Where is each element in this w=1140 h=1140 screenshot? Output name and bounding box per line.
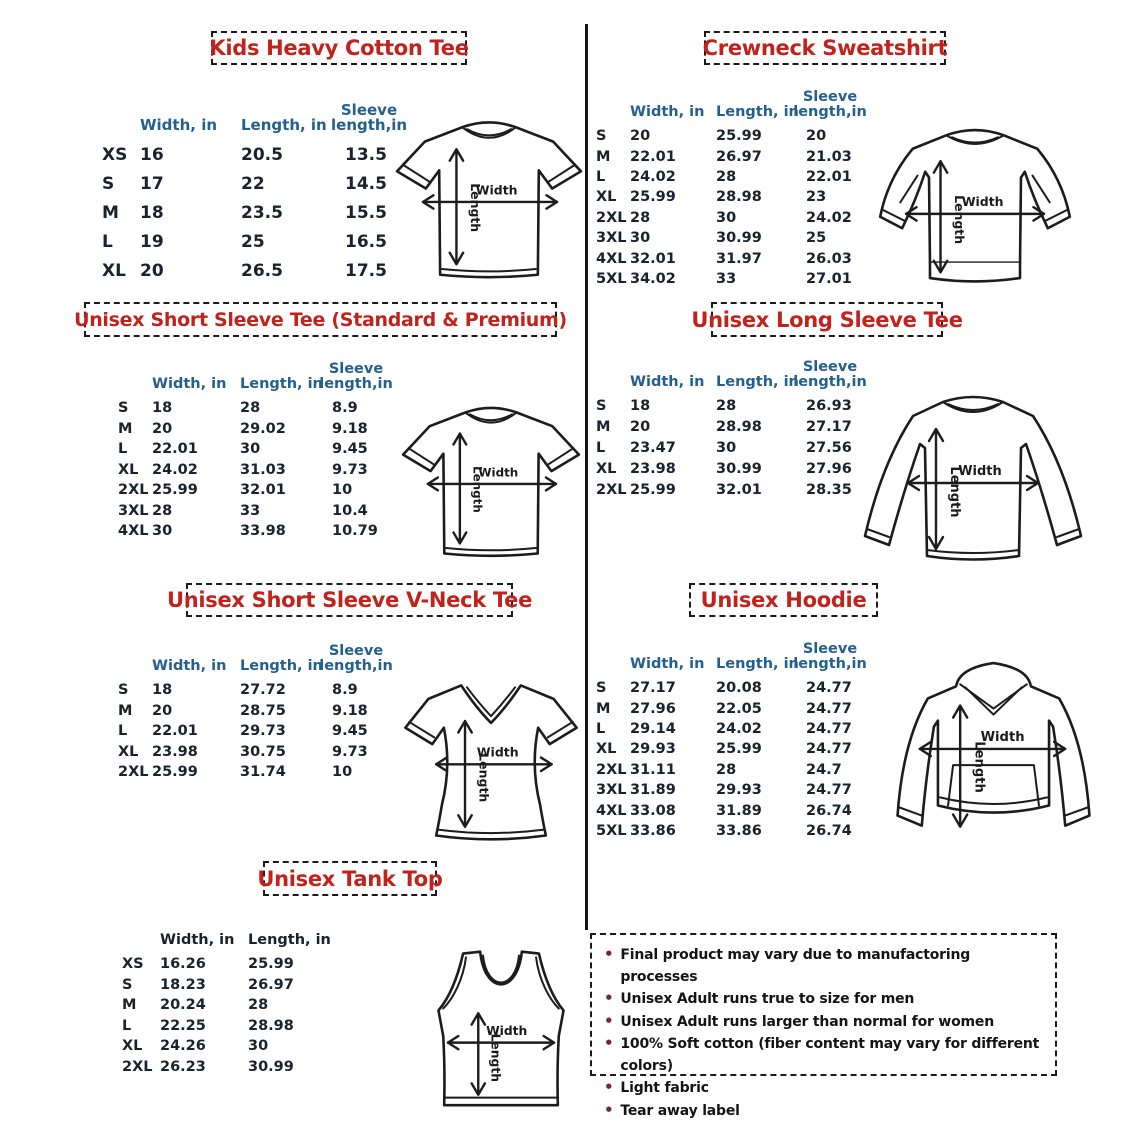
size-label: M — [118, 702, 133, 719]
column-header: Length, in — [716, 103, 799, 120]
measurement-value: 24.77 — [806, 741, 852, 758]
measurement-value: 20 — [140, 260, 164, 281]
measurement-value: 26.93 — [806, 398, 852, 415]
bullet-icon: • — [604, 1100, 614, 1119]
hoodie-illustration — [884, 656, 1104, 858]
column-header: Sleeve length,in — [793, 358, 867, 390]
measurement-value: 18.23 — [160, 976, 206, 993]
size-label: 5XL — [596, 822, 627, 839]
column-header: Sleeve length,in — [319, 642, 393, 674]
measurement-value: 31.74 — [240, 764, 286, 781]
size-table-unisex-short-sleeve-tee — [112, 348, 412, 542]
measurement-value: 30.99 — [716, 460, 762, 477]
size-label: S — [118, 682, 129, 699]
note-text: Light fabric — [620, 1080, 709, 1096]
notes-box — [590, 933, 1057, 1119]
measurement-value: 27.56 — [806, 439, 852, 456]
measurement-value: 23.5 — [241, 202, 283, 223]
width-arrow-label: Width — [476, 744, 519, 760]
section-title-text: Unisex Long Sleeve Tee — [691, 307, 963, 332]
measurement-value: 33.98 — [240, 523, 286, 540]
section-title-text: Kids Heavy Cotton Tee — [209, 36, 469, 60]
measurement-value: 28 — [240, 400, 261, 417]
measurement-value: 31.89 — [716, 802, 762, 819]
size-label: XL — [118, 461, 139, 478]
bullet-icon: • — [604, 989, 614, 1007]
size-label: XL — [122, 1038, 143, 1055]
measurement-value: 24.02 — [806, 209, 852, 226]
measurement-value: 20.08 — [716, 680, 762, 697]
measurement-value: 20 — [630, 128, 651, 145]
size-label: 2XL — [122, 1058, 153, 1075]
measurement-value: 28 — [716, 761, 737, 778]
measurement-value: 25.99 — [248, 956, 294, 973]
size-label: 2XL — [118, 764, 149, 781]
size-label: XS — [122, 956, 144, 973]
measurement-value: 22.05 — [716, 700, 762, 717]
size-label: 4XL — [596, 802, 627, 819]
section-title-crewneck-sweatshirt — [704, 31, 946, 65]
section-title-kids-heavy-cotton-tee — [211, 31, 467, 65]
measurement-value: 28.98 — [716, 419, 762, 436]
section-title-unisex-tank-top — [257, 861, 443, 896]
size-label: L — [102, 231, 113, 252]
measurement-value: 19 — [140, 231, 164, 252]
length-arrow-label: Length — [971, 741, 987, 793]
measurement-value: 24.02 — [716, 720, 762, 737]
measurement-value: 25.99 — [716, 741, 762, 758]
measurement-value: 24.77 — [806, 720, 852, 737]
measurement-value: 25.99 — [630, 481, 676, 498]
measurement-value: 26.97 — [716, 148, 762, 165]
measurement-value: 22 — [241, 173, 265, 194]
column-header: Length, in — [248, 931, 331, 948]
size-table-kids-heavy-cotton-tee — [96, 82, 425, 285]
measurement-value: 25.99 — [152, 482, 198, 499]
column-header: Length, in — [240, 657, 323, 674]
size-label: S — [596, 680, 607, 697]
column-header: Width, in — [140, 116, 218, 135]
measurement-value: 30 — [248, 1038, 269, 1055]
measurement-value: 24.7 — [806, 761, 842, 778]
sweatshirt-illustration — [866, 120, 1084, 302]
measurement-value: 23.98 — [152, 743, 198, 760]
column-header: Length, in — [240, 375, 323, 392]
column-header-blank — [590, 628, 630, 678]
measurement-value: 30 — [716, 439, 737, 456]
column-header: Length, in — [716, 373, 799, 390]
measurement-value: 9.18 — [332, 702, 368, 719]
width-arrow-label: Width — [961, 194, 1004, 210]
measurement-value: 9.73 — [332, 461, 368, 478]
length-arrow-label: Length — [476, 753, 492, 803]
measurement-value: 22.01 — [806, 168, 852, 185]
note-item — [604, 1077, 1043, 1100]
measurement-value: 25.99 — [716, 128, 762, 145]
size-label: M — [118, 420, 133, 437]
measurement-value: 22.01 — [630, 148, 676, 165]
size-label: M — [122, 997, 137, 1014]
measurement-value: 10 — [332, 482, 353, 499]
section-title-text: Unisex Short Sleeve V-Neck Tee — [166, 588, 533, 612]
width-arrow-label: Width — [958, 464, 1002, 479]
size-label: M — [596, 700, 611, 717]
measurement-value: 20 — [806, 128, 827, 145]
measurement-value: 27.17 — [806, 419, 852, 436]
column-header: Sleeve length,in — [319, 360, 393, 392]
column-header-blank — [590, 80, 630, 126]
column-header-blank — [112, 630, 152, 680]
size-label: M — [102, 202, 119, 223]
measurement-value: 17.5 — [345, 260, 387, 281]
column-header: Sleeve length,in — [793, 88, 867, 120]
section-title-text: Unisex Short Sleeve Tee (Standard & Premium) — [74, 308, 567, 331]
measurement-value: 30 — [240, 441, 261, 458]
length-arrow-label: Length — [947, 466, 962, 518]
measurement-value: 18 — [152, 400, 173, 417]
measurement-value: 22.01 — [152, 441, 198, 458]
measurement-value: 31.03 — [240, 461, 286, 478]
measurement-value: 16 — [140, 144, 164, 165]
column-header: Width, in — [152, 375, 227, 392]
measurement-value: 27.17 — [630, 680, 676, 697]
size-label: XL — [102, 260, 126, 281]
note-text: Final product may vary due to manufactoring processes — [620, 947, 971, 985]
measurement-value: 29.14 — [630, 720, 676, 737]
measurement-value: 26.97 — [248, 976, 294, 993]
measurement-value: 31.97 — [716, 250, 762, 267]
measurement-value: 29.02 — [240, 420, 286, 437]
size-table-unisex-vneck-tee — [112, 630, 412, 783]
measurement-value: 25.99 — [152, 764, 198, 781]
measurement-value: 21.03 — [806, 148, 852, 165]
section-title-unisex-vneck-tee — [166, 583, 533, 617]
note-item — [604, 1011, 1043, 1034]
length-arrow-label: Length — [951, 195, 967, 245]
size-label: S — [596, 128, 607, 145]
measurement-value: 10.79 — [332, 523, 378, 540]
column-header-blank — [116, 908, 160, 954]
measurement-value: 28.98 — [248, 1017, 294, 1034]
measurement-value: 26.74 — [806, 822, 852, 839]
measurement-value: 31.11 — [630, 761, 676, 778]
measurement-value: 9.73 — [332, 743, 368, 760]
note-item — [604, 1100, 1043, 1123]
column-header: Width, in — [630, 103, 705, 120]
column-header-blank — [96, 82, 140, 140]
measurement-value: 20 — [630, 419, 651, 436]
length-arrow-label: Length — [470, 466, 485, 513]
bullet-icon: • — [604, 1034, 614, 1052]
measurement-value: 32.01 — [240, 482, 286, 499]
size-label: 5XL — [596, 270, 627, 287]
note-item — [604, 1033, 1043, 1077]
measurement-value: 24.77 — [806, 700, 852, 717]
measurement-value: 20.5 — [241, 144, 283, 165]
measurement-value: 30.99 — [716, 230, 762, 247]
measurement-value: 25 — [806, 230, 827, 247]
section-title-unisex-long-sleeve-tee — [691, 302, 963, 337]
measurement-value: 28.98 — [716, 189, 762, 206]
measurement-value: 29.73 — [240, 723, 286, 740]
size-label: S — [122, 976, 133, 993]
bullet-icon: • — [604, 945, 614, 963]
measurement-value: 28 — [248, 997, 269, 1014]
measurement-value: 28 — [716, 398, 737, 415]
measurement-value: 26.03 — [806, 250, 852, 267]
size-label: L — [596, 720, 606, 737]
measurement-value: 33.86 — [630, 822, 676, 839]
measurement-value: 30.99 — [248, 1058, 294, 1075]
size-label: XL — [596, 189, 617, 206]
tank-top-illustration — [420, 946, 582, 1126]
length-arrow-label: Length — [488, 1033, 503, 1082]
width-arrow-label: Width — [486, 1024, 528, 1039]
note-text: Unisex Adult runs larger than normal for women — [620, 1013, 994, 1030]
column-header-blank — [590, 350, 630, 396]
measurement-value: 23.47 — [630, 439, 676, 456]
size-label: L — [596, 168, 606, 185]
bullet-icon: • — [604, 1078, 614, 1096]
column-header-blank — [112, 348, 152, 398]
column-header: Sleeve length,in — [793, 640, 867, 672]
measurement-value: 30.75 — [240, 743, 286, 760]
measurement-value: 27.01 — [806, 270, 852, 287]
length-arrow-label: Length — [467, 183, 483, 233]
measurement-value: 16.5 — [345, 231, 387, 252]
measurement-value: 23.98 — [630, 460, 676, 477]
column-header: Width, in — [630, 373, 705, 390]
width-arrow-label: Width — [475, 182, 518, 198]
size-label: S — [118, 400, 129, 417]
measurement-value: 29.93 — [716, 782, 762, 799]
size-label: S — [102, 173, 115, 194]
note-text: Unisex Adult runs true to size for men — [620, 991, 915, 1007]
size-label: M — [596, 419, 611, 436]
measurement-value: 23 — [806, 189, 827, 206]
width-arrow-label: Width — [980, 729, 1025, 745]
tshirt-illustration — [393, 110, 585, 292]
note-text: Tear away label — [620, 1102, 740, 1119]
size-label: L — [118, 441, 128, 458]
measurement-value: 30 — [716, 209, 737, 226]
size-label: 2XL — [596, 481, 627, 498]
measurement-value: 26.5 — [241, 260, 283, 281]
measurement-value: 27.96 — [630, 700, 676, 717]
measurement-value: 27.96 — [806, 460, 852, 477]
measurement-value: 28 — [630, 209, 651, 226]
measurement-value: 32.01 — [630, 250, 676, 267]
measurement-value: 20 — [152, 420, 173, 437]
section-title-text: Unisex Tank Top — [257, 866, 443, 891]
measurement-value: 22.01 — [152, 723, 198, 740]
column-header: Length, in — [716, 655, 799, 672]
measurement-value: 25 — [241, 231, 265, 252]
measurement-value: 33.86 — [716, 822, 762, 839]
measurement-value: 24.26 — [160, 1038, 206, 1055]
column-header: Length, in — [241, 116, 327, 135]
section-title-text: Unisex Hoodie — [700, 588, 867, 612]
measurement-value: 24.02 — [152, 461, 198, 478]
column-header: Width, in — [152, 657, 227, 674]
measurement-value: 15.5 — [345, 202, 387, 223]
size-table-unisex-hoodie — [590, 628, 888, 841]
measurement-value: 24.02 — [630, 168, 676, 185]
measurement-value: 28 — [152, 502, 173, 519]
size-label: 3XL — [596, 782, 627, 799]
notes-list — [604, 944, 1043, 1122]
measurement-value: 10.4 — [332, 502, 368, 519]
width-arrow-label: Width — [478, 465, 519, 480]
measurement-value: 18 — [630, 398, 651, 415]
measurement-value: 18 — [140, 202, 164, 223]
note-item — [604, 988, 1043, 1011]
measurement-value: 25.99 — [630, 189, 676, 206]
measurement-value: 28.75 — [240, 702, 286, 719]
size-label: L — [118, 723, 128, 740]
measurement-value: 20.24 — [160, 997, 206, 1014]
size-label: 4XL — [118, 523, 149, 540]
measurement-value: 31.89 — [630, 782, 676, 799]
measurement-value: 26.74 — [806, 802, 852, 819]
measurement-value: 26.23 — [160, 1058, 206, 1075]
long-sleeve-tee-illustration — [856, 388, 1090, 578]
measurement-value: 30 — [152, 523, 173, 540]
measurement-value: 28.35 — [806, 481, 852, 498]
measurement-value: 8.9 — [332, 682, 358, 699]
size-table-crewneck-sweatshirt — [590, 80, 888, 289]
size-label: L — [122, 1017, 132, 1034]
tshirt-illustration — [398, 396, 584, 570]
measurement-value: 18 — [152, 682, 173, 699]
measurement-value: 9.45 — [332, 441, 368, 458]
measurement-value: 8.9 — [332, 400, 358, 417]
size-table-unisex-long-sleeve-tee — [590, 350, 888, 500]
measurement-value: 9.18 — [332, 420, 368, 437]
measurement-value: 24.77 — [806, 782, 852, 799]
vertical-divider — [585, 24, 588, 930]
measurement-value: 16.26 — [160, 956, 206, 973]
note-item — [604, 944, 1043, 988]
size-label: M — [596, 148, 611, 165]
measurement-value: 33.08 — [630, 802, 676, 819]
size-label: 3XL — [596, 230, 627, 247]
bullet-icon: • — [604, 1011, 614, 1030]
measurement-value: 34.02 — [630, 270, 676, 287]
measurement-value: 30 — [630, 230, 651, 247]
measurement-value: 17 — [140, 173, 164, 194]
note-text: 100% Soft cotton (fiber content may vary for different colors) — [620, 1036, 1040, 1074]
measurement-value: 33 — [240, 502, 261, 519]
size-label: XL — [596, 741, 617, 758]
size-label: 2XL — [596, 761, 627, 778]
size-label: 2XL — [118, 482, 149, 499]
measurement-value: 10 — [332, 764, 353, 781]
size-label: XS — [102, 144, 128, 165]
measurement-value: 28 — [716, 168, 737, 185]
column-header: Width, in — [630, 655, 705, 672]
size-label: 2XL — [596, 209, 627, 226]
measurement-value: 33 — [716, 270, 737, 287]
measurement-value: 9.45 — [332, 723, 368, 740]
measurement-value: 24.77 — [806, 680, 852, 697]
size-label: S — [596, 398, 607, 415]
measurement-value: 20 — [152, 702, 173, 719]
size-label: L — [596, 439, 606, 456]
measurement-value: 27.72 — [240, 682, 286, 699]
section-title-unisex-short-sleeve-tee — [74, 302, 567, 337]
measurement-value: 22.25 — [160, 1017, 206, 1034]
column-header: Sleeve length,in — [331, 100, 408, 135]
measurement-value: 14.5 — [345, 173, 387, 194]
section-title-unisex-hoodie — [689, 583, 878, 617]
column-header: Width, in — [160, 931, 235, 948]
measurement-value: 13.5 — [345, 144, 387, 165]
size-label: 4XL — [596, 250, 627, 267]
size-table-unisex-tank-top — [116, 908, 340, 1077]
measurement-value: 29.93 — [630, 741, 676, 758]
size-label: 3XL — [118, 502, 149, 519]
section-title-text: Crewneck Sweatshirt — [702, 36, 948, 60]
vneck-tee-illustration — [397, 670, 585, 848]
measurement-value: 32.01 — [716, 481, 762, 498]
size-label: XL — [596, 460, 617, 477]
size-label: XL — [118, 743, 139, 760]
